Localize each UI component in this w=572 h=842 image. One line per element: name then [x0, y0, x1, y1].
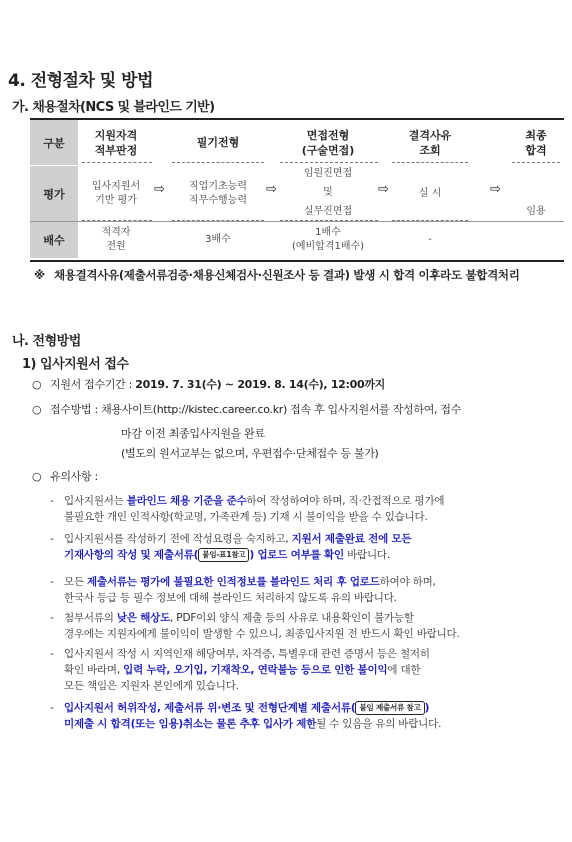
- eval-disqualification: 실 시: [418, 187, 442, 199]
- bullet-icon: ○: [32, 470, 42, 483]
- caution-item: - 입사지원서 작성 시 지역인재 해당여부, 자격증, 특별우대 관련 증명서 등은 철저히 확인 바라며, 입력 누락, 오기입, 기재착오, 연락불능 등으로 인한 불이익에 대한 모든 책임은 지원자 본인에게 있습니다.: [50, 648, 430, 692]
- note-mark: ※: [34, 268, 45, 282]
- caution-item: - 입사지원서를 작성하기 전에 작성요령을 숙지하고, 지원서 제출완료 전에 모든 기재사항의 작성 및 제출서류( 붙임-표1참고 ) 업로드 여부를 확인 바랍니다.: [50, 533, 412, 561]
- caution-label: 유의사항 :: [50, 470, 98, 483]
- eval-qualification: 입사지원서 기반 평가: [91, 180, 141, 206]
- arrow-icon: ⇨: [378, 182, 389, 197]
- row-label-ratio: 배수: [30, 222, 78, 258]
- method-line-2: 마감 이전 최종입사지원을 완료: [121, 427, 265, 440]
- ratio-written: 3배수: [205, 234, 231, 245]
- method-line: 접수방법 : 채용사이트(http://kistec.career.co.kr) 접속 후 입사지원서를 작성하여, 접수: [50, 403, 462, 416]
- caution-item: - 입사지원서는 블라인드 채용 기준을 준수하여 작성하여야 하며, 직·간접적으로 평가에 불필요한 개인 인적사항(학교명, 가족관계 등) 기재 시 불이익을 받을 수 있습니다.: [50, 495, 445, 523]
- row-label-stage: 구분: [30, 120, 78, 165]
- header-interview: 면접전형 (구술면접): [301, 128, 355, 157]
- ratio-qualification: 적격자 전원: [101, 227, 131, 252]
- header-qualification: 지원자격 적부판정: [94, 128, 138, 157]
- disqualification-note: [34, 266, 564, 285]
- row-label-eval: 평가: [30, 166, 78, 221]
- note-text: 채용결격사유(제출서류검증·채용신체검사·신원조사 등 결과) 발생 시 합격 이후라도 불합격처리: [54, 268, 520, 282]
- caution-item: - 입사지원서 허위작성, 제출서류 위·변조 및 전형단계별 제출서류( 붙임 제출서류 참고 ) 미제출 시 합격(또는 임용)취소는 물론 추후 입사가 제한될 수 있음을 유의 바랍니다.: [50, 702, 442, 730]
- attachment-ref-badge: 붙임 제출서류 참고: [355, 701, 424, 715]
- attachment-ref-badge: 붙임-표1참고: [198, 548, 249, 562]
- section-ga-heading: 가. 채용절차(NCS 및 블라인드 기반): [12, 100, 215, 115]
- caution-item: - 첨부서류의 낮은 해상도, PDF이외 양식 제출 등의 사유로 내용확인이 불가능할 경우에는 지원자에게 불이익이 발생할 수 있으니, 최종입사지원 전 반드시 확인 바랍니다.: [50, 612, 460, 640]
- eval-interview: 임원진면접 및 실무진면접: [303, 167, 353, 217]
- process-table: [30, 118, 564, 262]
- method-line-3: (별도의 원서교부는 없으며, 우편접수·단체접수 등 불가): [121, 447, 379, 460]
- caution-item: - 모든 제출서류는 평가에 불필요한 인적정보를 블라인드 처리 후 업로드하여야 하며, 한국사 등급 등 필수 정보에 대해 블라인드 처리하지 않도록 유의 바랍니다.: [50, 576, 436, 604]
- period-line: 지원서 접수기간 : 2019. 7. 31(수) ~ 2019. 8. 14(수), 12:00까지: [50, 378, 385, 391]
- subsection-application-heading: 1) 입사지원서 접수: [22, 357, 129, 372]
- header-disqualification: 결격사유 조회: [408, 128, 452, 157]
- arrow-icon: ⇨: [490, 182, 501, 197]
- ratio-disqualification: -: [428, 234, 432, 245]
- final-appointment: 임용: [526, 206, 546, 217]
- bullet-icon: ○: [32, 403, 42, 416]
- ratio-interview: 1배수 (예비합격1배수): [291, 227, 365, 252]
- header-final: 최종 합격: [525, 128, 547, 157]
- header-written: 필기전형: [196, 136, 240, 149]
- bullet-icon: ○: [32, 378, 42, 391]
- eval-written: 직업기초능력 직무수행능력: [189, 180, 247, 206]
- arrow-icon: ⇨: [154, 182, 165, 197]
- section-na-heading: 나. 전형방법: [12, 334, 81, 349]
- section-title: 4. 전형절차 및 방법: [8, 71, 153, 91]
- arrow-icon: ⇨: [266, 182, 277, 197]
